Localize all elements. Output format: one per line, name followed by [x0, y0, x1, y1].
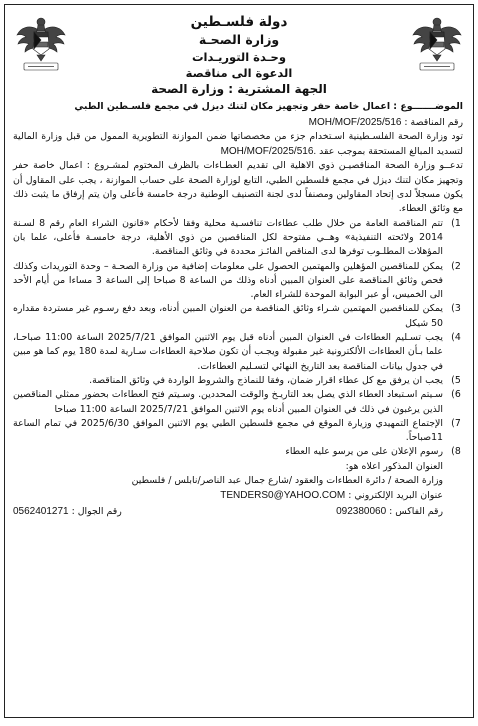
list-item — [13, 260, 463, 303]
palestine-eagle-emblem-icon — [411, 13, 463, 75]
tender-number-line — [13, 115, 463, 130]
item-text: يمكن للمناقصين المؤهلين والمهتمين الحصول على معلومات إضافية من وزارة الصحـة – وحدة التوريدات وكذلك فحص وثائق المناقصة على العنوان المبين أدناه وذلك من الساعة 8 صباحا إلى الساعة 3 مساءا من أيام الأحد الى الخميس، أو عبر البوابة الموحدة للشراء العام. — [13, 260, 444, 301]
list-item — [13, 302, 463, 331]
mobile-label: رقم الجوال : — [71, 505, 122, 517]
item-number: 1) — [451, 217, 461, 229]
palestine-eagle-emblem-icon — [15, 13, 67, 75]
country-name: دولة فلسـطين — [190, 14, 288, 30]
fax-line — [336, 504, 443, 519]
item-text: يجب ان يرفق مع كل عطاء اقرار ضمان، وفقا للنماذج والشروط الواردة في وثائق المناقصة. — [89, 374, 443, 386]
unit-name: وحـدة التوريـدات — [192, 49, 286, 64]
address-label: العنوان المذكور اعلاه هو: — [345, 460, 443, 472]
contact-block — [13, 460, 463, 519]
item-text: سـيتم اسـتبعاد العطاء الذي يصل بعد التاريـخ والوقت المحددين. وسـيتم فتح العطاءات بحضور ممثلي المناقصين الذين يرغبون في ذلك في العنوان المبين أدناه يوم الاثنين الموافق 2025/7/21 الساعة 11:00 صباحا — [13, 389, 443, 415]
funding-contract: MOH/MOF/2025/516. — [220, 146, 317, 158]
item-text: رسوم الإعلان على من يرسو عليه العطاء — [285, 446, 443, 458]
list-item — [13, 331, 463, 374]
email-label: عنوان البريد الإلكتروني : — [348, 490, 443, 502]
phone-row — [13, 504, 443, 519]
tender-number: MOH/MOF/2025/516 — [308, 116, 402, 128]
item-text: يجب تسـليم العطاءات في العنوان المبين أدناه قبل يوم الاثنين الموافق 2025/7/21 الساعة 11:00 صباحـا، علما بـأن العطاءات الألكترونية غير مقبولة ويجـب أن تكون صلاحية العطاءات سـارية لمدة 180 يوم كما هو مبين في جدول بيانات المناقصة بعد التاريخ النهائي لتسـليم العطاءات. — [13, 332, 443, 372]
list-item — [13, 217, 463, 260]
item-number: 6) — [451, 389, 461, 401]
announcement-title: الدعوة الى مناقصة — [185, 65, 293, 80]
funding-text: تود وزارة الصحة الفلسـطينية اسـتخدام جزء من مخصصاتها ضمن الموازنة التطويرية الممول من قبل وزارة المالية لتسديد المبالغ المستحقة بموجب عقد — [13, 130, 463, 158]
funding-paragraph — [13, 130, 463, 160]
email-address: TENDERS0@YAHOO.COM — [220, 490, 346, 502]
address: وزارة الصحة / دائرة العطاءات والعقود /شارع جمال عبد الناصر/نابلس / فلسطين — [131, 475, 443, 487]
item-text: يمكن للمناقصين المهتمين شـراء وثائق المناقصة من العنوان المبين أدناه، وبعد دفع رسـوم غير مستردة مقداره 50 شيكل — [13, 303, 443, 329]
invitation-paragraph: تدعــو وزارة الصحة المناقصيـن ذوي الاهلية الى تقديم العطـاءات بالظرف المختوم لمشـروع : اعمال خاصة حفر وتجهيز مكان لتنك ديزل في مجمع فلسطين الطبي، التابع لوزارة الصحة على حساب الموازنة ، يجب على المقاول أن يكون مسجلاً لدى إتحاد المقاولين ومصنفاً لدى لجنة التصنيف الوطنية درجة خامسة فأعلى وان يتم إرفاق ما يثبت ذلك مع وثائق العطاء. — [13, 160, 463, 215]
fax-number: 092380060 — [336, 505, 387, 517]
email-line — [13, 488, 443, 503]
item-number: 3) — [451, 303, 461, 315]
item-number: 7) — [451, 417, 461, 429]
list-item — [13, 417, 463, 446]
item-text: تتم المناقصة العامة من خلال طلب عطاءات تنافسـية محلية وفقا لأحكام «قانون الشراء العام رقم 8 لسـنة 2014 ولائحته التنفيذية» وهــي مفتوحة لكل المناقصين من ذوي الأهلية، درجة خامسـة فأعلى، علما بان المؤهلات المطلـوب توفرها لدى المناقص الفائـز محددة في وثائق المناقصة. — [13, 217, 443, 258]
list-item — [13, 374, 463, 388]
tender-announcement — [4, 4, 474, 718]
item-number: 2) — [451, 260, 461, 272]
item-text: الإجتماع التمهيدي وزيارة الموقع في مجمع فلسطين الطبي يوم الاثنين الموافق 2025/6/30 في تمام الساعة 11صباحاً. — [13, 417, 443, 444]
mobile-number: 0562401271 — [13, 505, 69, 517]
list-item — [13, 445, 463, 459]
tender-number-label: رقم المناقصة : — [404, 116, 463, 128]
mobile-line — [13, 504, 122, 519]
item-number: 8) — [451, 446, 461, 458]
letterhead — [5, 5, 473, 98]
purchasing-entity: الجهة المشترية : وزارة الصحة — [151, 81, 327, 96]
item-number: 5) — [451, 374, 461, 386]
list-item — [13, 388, 463, 417]
fax-label: رقم الفاكس : — [389, 505, 443, 517]
announcement-body — [5, 98, 473, 519]
item-number: 4) — [451, 332, 461, 344]
subject-line: الموضـــــــوع : اعمال خاصة حفر وتجهيز مكان لتنك ديزل في مجمع فلسـطين الطبي — [74, 101, 463, 113]
ministry-name: وزارة الصحـة — [198, 32, 280, 48]
conditions-list — [13, 217, 463, 460]
